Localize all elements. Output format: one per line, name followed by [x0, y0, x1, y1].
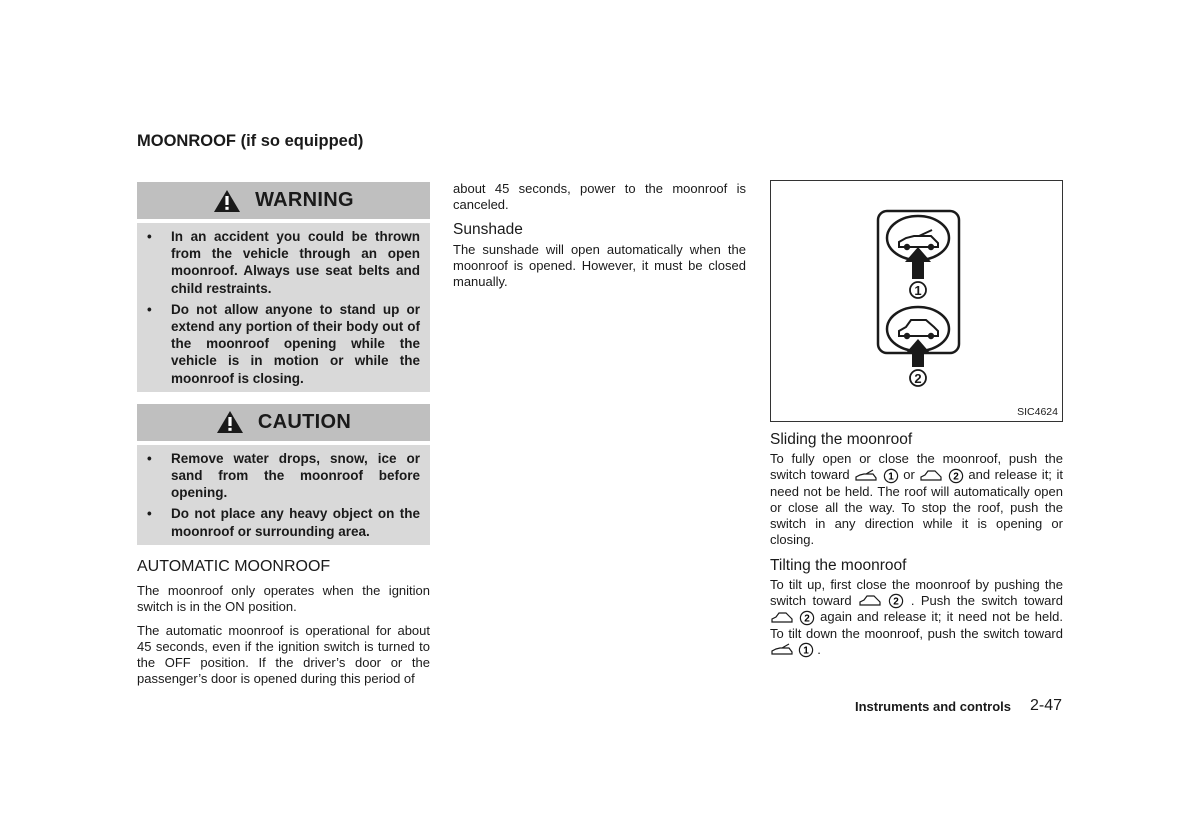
section-title: MOONROOF (if so equipped) — [137, 132, 364, 150]
figure-label-2: 2 — [914, 371, 922, 386]
svg-text:1: 1 — [802, 645, 809, 657]
sliding-text: To fully open or close the moonroof, push the switch toward 1 or 2 and release it; it need not be held. The roof will automatically open or close all the way. To stop the roof, push the switch in any direction while it is opening or closing. — [770, 451, 1063, 547]
sliding-heading: Sliding the moonroof — [770, 431, 913, 448]
svg-text:2: 2 — [804, 613, 810, 625]
roof-tilt-icon — [919, 469, 943, 483]
roof-tilt-icon — [899, 320, 938, 338]
figure-code: SIC4624 — [1017, 406, 1058, 418]
warning-body — [137, 223, 430, 392]
warning-item-text: In an accident you could be thrown from the vehicle through an open moonroof. Always use seat belts and child restraints. — [171, 229, 420, 296]
circled-number-icon — [948, 468, 964, 484]
moonroof-switch-figure — [770, 180, 1063, 422]
caution-body — [137, 445, 430, 545]
figure-label-1: 1 — [914, 283, 922, 298]
automatic-moonroof-heading: AUTOMATIC MOONROOF — [137, 557, 331, 575]
moonroof-switch-illustration — [771, 181, 1062, 421]
caution-item-text: Remove water drops, snow, ice or sand from the moonroof before opening. — [171, 450, 420, 501]
roof-open-icon — [854, 469, 878, 483]
circled-number-icon — [798, 642, 814, 658]
caution-item: • Remove water drops, snow, ice or sand from the moonroof before opening. — [147, 450, 420, 501]
caution-header — [137, 404, 430, 441]
caution-item: • Do not place any heavy object on the moonroof or surrounding area. — [147, 506, 420, 539]
warning-triangle-icon — [216, 410, 244, 434]
svg-text:2: 2 — [953, 471, 959, 483]
warning-header — [137, 182, 430, 219]
warning-item-text: Do not allow anyone to stand up or extend any portion of their body out of the moonroof opening while the vehicle is in motion or while the moonroof is closing. — [171, 301, 420, 386]
page-number: 2-47 — [1030, 697, 1063, 714]
arrow-up-icon — [905, 247, 931, 279]
caution-item-text: Do not place any heavy object on the moonroof or surrounding area. — [171, 506, 420, 539]
tilting-text: To tilt up, first close the moonroof by pushing the switch toward 2 . Push the switch toward 2 again and release it; it need not be held. To tilt down the moonroof, push the switch toward 1 . — [770, 576, 1063, 657]
automatic-para-2-continued: about 45 seconds, power to the moonroof is canceled. — [453, 181, 746, 212]
tilting-heading: Tilting the moonroof — [770, 556, 907, 574]
automatic-para-1: The moonroof only operates when the ignition switch is in the ON position. — [137, 582, 430, 614]
warning-triangle-icon — [213, 189, 241, 213]
circled-number-icon — [799, 610, 815, 626]
roof-open-icon — [899, 230, 938, 249]
column-left — [137, 182, 430, 695]
warning-item: • Do not allow anyone to stand up or extend any portion of their body out of the moonroof opening while the vehicle is in motion or while the moonroof is closing. — [147, 301, 420, 386]
roof-open-icon — [770, 643, 794, 657]
caution-title: CAUTION — [257, 410, 352, 433]
automatic-para-2: The automatic moonroof is operational for about 45 seconds, even if the ignition switch is turned to the OFF position. If the driver’s door or the passenger’s door is opened during this period of — [137, 622, 430, 686]
footer-section-label: Instruments and controls — [855, 699, 1012, 714]
circled-number-icon — [883, 468, 899, 484]
warning-item: • In an accident you could be thrown from the vehicle through an open moonroof. Always use seat belts and child restraints. — [147, 229, 420, 296]
column-right — [770, 180, 1063, 666]
svg-text:1: 1 — [887, 471, 894, 483]
warning-title: WARNING — [255, 189, 354, 211]
sunshade-text: The sunshade will open automatically when the moonroof is opened. However, it must be closed manually. — [453, 242, 746, 289]
roof-tilt-icon — [858, 594, 882, 608]
arrow-up-icon — [905, 339, 931, 367]
roof-tilt-icon — [770, 611, 794, 625]
sunshade-heading: Sunshade — [453, 221, 523, 238]
svg-text:2: 2 — [893, 596, 900, 608]
circled-number-icon — [888, 593, 904, 609]
column-middle — [453, 181, 746, 298]
